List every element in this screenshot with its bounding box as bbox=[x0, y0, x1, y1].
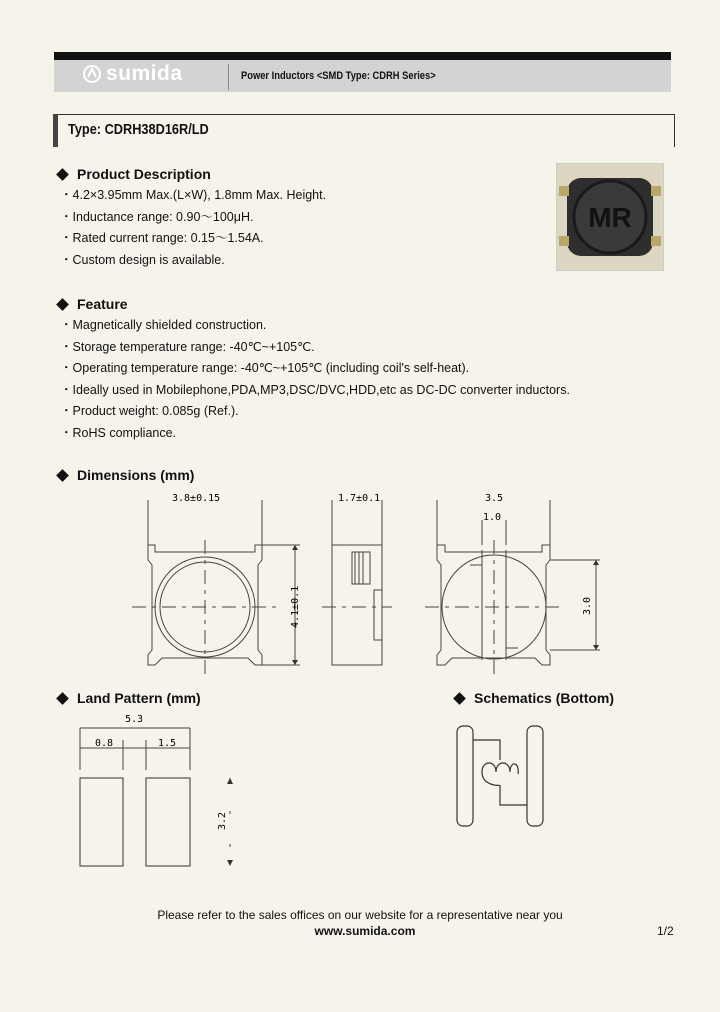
land-total: 5.3 bbox=[125, 714, 144, 725]
dim-side-width: 1.7±0.1 bbox=[338, 493, 381, 504]
dim-top-width: 3.8±0.15 bbox=[172, 493, 221, 504]
schematic-diagram bbox=[440, 715, 580, 835]
list-item: ・ Ideally used in Mobilephone,PDA,MP3,DSC/DVC,HDD,etc as DC-DC converter inductors. bbox=[60, 380, 570, 402]
page-number: 1/2 bbox=[657, 924, 674, 938]
product-photo bbox=[556, 163, 664, 271]
type-label: Type: CDRH38D16R/LD bbox=[68, 121, 209, 138]
feature-heading bbox=[56, 296, 128, 312]
list-item: ・ 4.2×3.95mm Max.(L×W), 1.8mm Max. Height. bbox=[60, 185, 326, 207]
schematics-title: Schematics (Bottom) bbox=[474, 690, 615, 706]
list-item: ・ Product weight: 0.085g (Ref.). bbox=[60, 401, 570, 423]
dim-bottom-width: 3.5 bbox=[485, 493, 504, 504]
dim-gap: 1.0 bbox=[483, 512, 502, 523]
header-divider bbox=[228, 64, 229, 90]
feature-title: Feature bbox=[77, 296, 128, 312]
logo-text: sumida bbox=[106, 62, 183, 85]
land-pattern-heading bbox=[56, 690, 201, 706]
diamond-bullet-icon bbox=[56, 298, 69, 311]
header-title: Power Inductors <SMD Type: CDRH Series> bbox=[241, 70, 436, 82]
product-description-title: Product Description bbox=[77, 166, 211, 182]
type-accent-bar bbox=[53, 114, 58, 147]
list-item: ・ Custom design is available. bbox=[60, 250, 326, 272]
logo-mark-icon bbox=[82, 64, 102, 84]
list-item: ・ RoHS compliance. bbox=[60, 423, 570, 445]
header-top-bar bbox=[54, 52, 671, 60]
footer-note: Please refer to the sales offices on our website for a representative near you bbox=[157, 908, 563, 922]
list-item: ・ Rated current range: 0.15～1.54A. bbox=[60, 228, 326, 250]
list-item: ・ Operating temperature range: -40℃~+105℃ (including coil's self-heat). bbox=[60, 358, 570, 380]
land-gap: 0.8 bbox=[95, 738, 114, 749]
dimensions-drawing bbox=[0, 480, 720, 680]
list-item: ・ Inductance range: 0.90～100μH. bbox=[60, 207, 326, 229]
diamond-bullet-icon bbox=[56, 692, 69, 705]
diamond-bullet-icon bbox=[56, 168, 69, 181]
diamond-bullet-icon bbox=[453, 692, 466, 705]
sumida-logo bbox=[82, 62, 183, 86]
land-height: 3.2 bbox=[217, 811, 228, 830]
dim-bottom-height: 3.0 bbox=[582, 596, 593, 615]
list-item: ・ Storage temperature range: -40℃~+105℃. bbox=[60, 337, 570, 359]
dim-height: 4.1±0.1 bbox=[290, 585, 301, 628]
dimensions-title: Dimensions (mm) bbox=[77, 467, 195, 483]
photo-marking: MR bbox=[588, 202, 632, 233]
land-pattern-title: Land Pattern (mm) bbox=[77, 690, 201, 706]
land-pad: 1.5 bbox=[158, 738, 177, 749]
feature-list bbox=[60, 315, 570, 444]
list-item: ・ Magnetically shielded construction. bbox=[60, 315, 570, 337]
product-description-list bbox=[60, 185, 326, 271]
product-description-heading bbox=[56, 166, 211, 182]
footer-url-link[interactable]: www.sumida.com bbox=[314, 924, 416, 938]
land-pattern-drawing bbox=[0, 705, 440, 875]
schematics-heading bbox=[453, 690, 614, 706]
